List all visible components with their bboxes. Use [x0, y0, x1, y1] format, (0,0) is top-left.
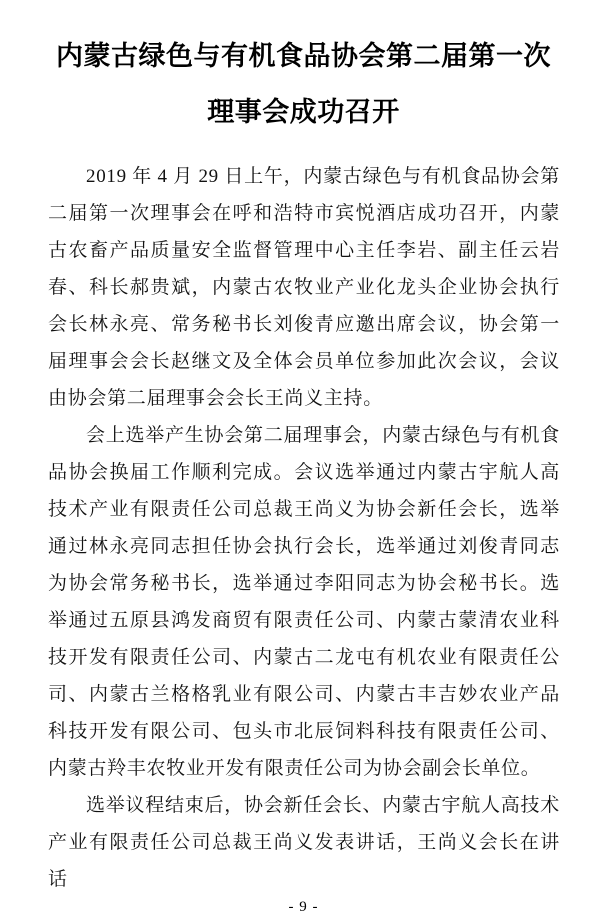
- page-number: - 9 -: [288, 899, 319, 915]
- document-body: [48, 158, 560, 898]
- paragraph: 2019 年 4 月 29 日上午，内蒙古绿色与有机食品协会第二届第一次理事会在呼和浩特市宾悦酒店成功召开，内蒙古农畜产品质量安全监督管理中心主任李岩、副主任云岩春、科长郝贵斌，内蒙古农牧业产业化龙头企业协会执行会长林永亮、常务秘书长刘俊青应邀出席会议，协会第一届理事会会长赵继文及全体会员单位参加此次会议，会议由协会第二届理事会会长王尚义主持。: [48, 166, 560, 410]
- paragraph: 选举议程结束后，协会新任会长、内蒙古宇航人高技术产业有限责任公司总裁王尚义发表讲话，王尚义会长在讲话: [48, 795, 560, 891]
- document-page: [0, 18, 607, 915]
- title-line: 理事会成功召开: [207, 97, 400, 128]
- document-title: [0, 18, 607, 140]
- title-line: 内蒙古绿色与有机食品协会第二届第一次: [56, 41, 551, 72]
- paragraph: 会上选举产生协会第二届理事会，内蒙古绿色与有机食品协会换届工作顺利完成。会议选举通过内蒙古宇航人高技术产业有限责任公司总裁王尚义为协会新任会长，选举通过林永亮同志担任协会执行会长，选举通过刘俊青同志为协会常务秘书长，选举通过李阳同志为协会秘书长。选举通过五原县鸿发商贸有限责任公司、内蒙古蒙清农业科技开发有限责任公司、内蒙古二龙屯有机农业有限责任公司、内蒙古兰格格乳业有限公司、内蒙古丰吉妙农业产品科技开发有限公司、包头市北辰饲料科技有限责任公司、内蒙古羚丰农牧业开发有限责任公司为协会副会长单位。: [48, 425, 560, 780]
- page-footer: [0, 896, 607, 915]
